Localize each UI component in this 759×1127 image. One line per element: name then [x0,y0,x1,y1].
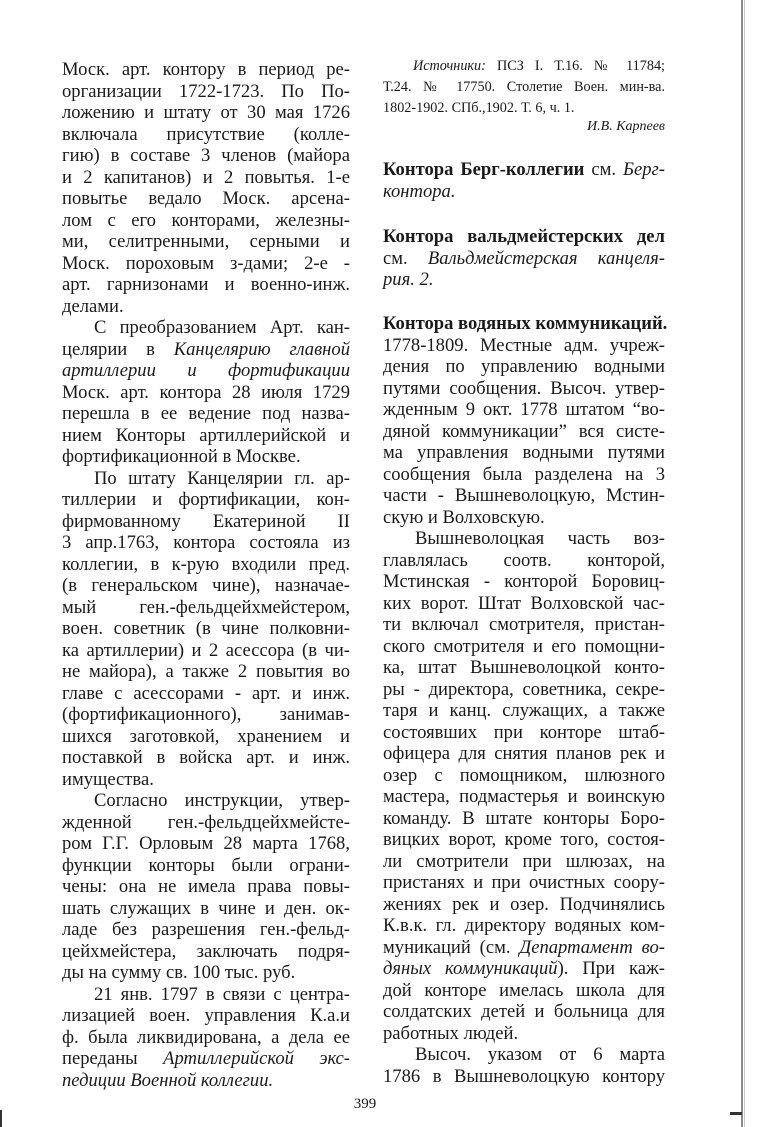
text-segment: Мстинская - конторой Боровиц- [383,571,665,592]
text-segment: ма управления водными путями [383,442,665,463]
text-line [383,657,665,679]
text-line [383,614,665,636]
entry-heading: Контора вальдмейстерских дел [383,226,665,247]
text-line [383,159,665,181]
text-segment: солдатских детей и больница для [383,1001,665,1022]
text-line [62,1027,350,1049]
text-line [62,812,350,834]
text-segment: путями сообщения. Высоч. утвер- [383,377,665,399]
text-line [62,425,350,447]
text-line [383,937,665,959]
text-segment: ПСЗ I. Т.16. № 11784; [485,58,665,74]
entry-valdmeisterskikh-del [383,226,665,291]
italic-reference: Департамент во- [519,936,665,958]
text-line [383,269,665,291]
scan-page-edge [741,0,743,1127]
text-line [383,442,665,464]
text-segment: ми, селитренными, серными и [62,231,350,252]
text-segment: ти включал смотрителя, пристан- [383,614,665,635]
text-line [383,894,665,916]
text-segment: жденной ген.-фельдцейхмейсте- [62,811,350,833]
text-line [62,597,350,619]
text-segment: Т.24. № 17750. Столетие Воен. мин-ва. [383,79,665,96]
text-line [62,188,350,210]
text-line [62,81,350,103]
text-line [383,528,665,550]
page-number: 399 [353,1096,377,1112]
text-segment: С преобразованием Арт. кан- [94,317,350,338]
text-segment: муникаций (см. [383,936,520,958]
text-line [62,403,350,425]
text-segment: мастера, подмастерья и воинскую [383,786,665,807]
left-column-text [62,59,350,1091]
text-segment: 1778-1809. Местные адм. учреж- [383,334,665,356]
text-line [383,248,665,270]
text-line [62,898,350,920]
text-segment: Вышневолоцкая часть воз- [415,528,665,549]
text-line [62,919,350,941]
text-segment: лом с его конторами, железны- [62,209,350,231]
text-line [383,636,665,658]
text-line [383,872,665,894]
text-line [62,274,350,296]
text-segment: гию) в составе 3 членов (майора [62,145,350,166]
text-segment: фортификационной в Москве. [62,446,301,467]
text-segment: см. [584,159,624,180]
text-segment: включала присутствие (колле- [62,123,350,145]
text-segment: Высоч. указом от 6 марта [415,1044,665,1065]
text-line [62,532,350,554]
text-segment: ). При каж- [557,958,665,979]
italic-reference: артиллерии и фортификации [62,360,350,381]
text-segment: повытье ведало Моск. арсена- [62,188,350,209]
entry-vodyanykh-kommunikatsiy [383,313,668,1087]
text-segment: жденным 9 окт. 1778 штатом “во- [383,399,665,420]
text-segment: сообщения была разделена на 3 [383,463,665,485]
text-segment: озер с помощником, шлюзного [383,764,665,786]
text-segment: Согласно инструкции, утвер- [94,790,350,811]
text-segment: чены: она не имела права повы- [62,876,350,897]
text-line [383,722,665,744]
text-line [383,399,665,421]
text-segment: имущества. [62,768,154,790]
text-line [62,704,350,726]
text-line [62,339,350,361]
text-segment: пристанях и при очистных соору- [383,872,665,893]
text-line [62,124,350,146]
text-segment: целярии в [62,338,174,360]
text-segment: дяной коммуникации” вся систе- [383,420,665,442]
text-segment: По штату Канцелярии гл. ар- [94,467,350,489]
italic-reference: рия. 2. [383,269,434,290]
italic-reference: дяных коммуникаций [383,958,558,979]
text-segment: шихся заготовкой, хранением и [62,725,350,747]
italic-reference: Вальдмейстерская канцеля- [427,247,665,269]
text-line [383,1001,665,1023]
text-line [383,786,665,808]
text-segment: ложению и штату от 30 мая 1726 [62,102,350,123]
text-line [62,210,350,232]
text-segment: ких ворот. Штат Волховской час- [383,592,665,614]
text-line [383,700,665,722]
text-segment: арт. гарнизонами и военно-инж. [62,274,350,295]
text-segment: вицких ворот, кроме того, состоя- [383,829,665,850]
text-line [62,296,350,318]
text-segment: (в генеральском чине), назначае- [62,575,350,596]
text-line [62,640,350,662]
italic-reference: контора. [383,180,456,202]
text-line [62,1070,350,1092]
text-segment: коллегии, в к-рую входили пред. [62,553,350,575]
text-line [383,181,665,203]
text-line [62,747,350,769]
text-segment: ка артиллерии) и 2 асессора (в чи- [62,639,350,661]
text-segment: работных людей. [383,1022,519,1044]
text-segment: Моск. арт. контора 28 июля 1729 [62,381,350,403]
text-line [62,511,350,533]
text-line [383,571,665,593]
text-segment: 21 янв. 1797 в связи с центра- [94,983,350,1005]
text-segment: тиллерии и фортификации, кон- [62,489,350,510]
text-line [62,876,350,898]
text-segment: жениях рек и озер. Подчинялись [383,893,665,915]
text-line [62,1005,350,1027]
scan-corner-mark [0,1110,2,1127]
text-segment: главлялась соотв. конторой, [383,549,665,571]
text-line [62,489,350,511]
text-line [383,378,665,400]
text-line [62,231,350,253]
text-line [383,98,665,119]
text-line [62,317,350,339]
text-segment: скую и Волховскую. [383,506,545,528]
text-line [62,102,350,124]
text-segment: перешла в ее ведение под назва- [62,403,350,424]
text-line [62,726,350,748]
text-segment: офицера для снятия планов рек и [383,743,665,764]
text-line [383,485,665,507]
scan-corner-mark [730,1112,742,1115]
text-line [383,1066,665,1088]
text-segment: ф. была ликвидирована, а дела ее [62,1026,350,1048]
text-line [383,851,665,873]
entry-heading: Контора Берг-коллегии [383,159,585,180]
text-segment: дой конторе имелась школа для [383,979,665,1001]
text-segment: ли смотрители при шлюзах, на [383,850,665,872]
text-line [383,1023,665,1045]
text-line [383,77,665,98]
text-line [62,167,350,189]
text-segment: мый ген.-фельдцейхмейстером, [62,596,350,618]
text-line [62,833,350,855]
text-segment: 3 апр.1763, контора состояла из [62,532,350,553]
text-line [383,464,665,486]
text-line [62,382,350,404]
text-line [62,145,350,167]
text-segment: 1802-1902. СПб.,1902. Т. 6, ч. 1. [383,100,575,117]
text-line [62,941,350,963]
text-line [62,554,350,576]
text-segment: шать служащих в чине и ден. ок- [62,897,350,919]
text-segment: Моск. пороховым з-дами; 2-е - [62,252,350,274]
text-line [383,980,665,1002]
text-segment: функции конторы были ограни- [62,854,350,876]
text-line [383,335,665,357]
text-segment: главе с асессорами - арт. и инж. [62,682,350,704]
text-line [383,550,665,572]
text-segment: ром Г.Г. Орловым 28 марта 1768, [62,833,350,854]
text-line [383,313,668,335]
text-line [62,855,350,877]
text-segment: поставкой в войска арт. и инж. [62,747,350,768]
text-line [62,769,350,791]
text-line [62,446,350,468]
text-segment: организации 1722-1723. По По- [62,80,350,102]
text-line [62,1048,350,1070]
text-segment: части - Вышневолоцкую, Мстин- [383,485,665,506]
text-segment: состоявших при конторе штаб- [383,721,665,743]
text-segment: таря и канц. служащих, а также [383,700,665,721]
sources-note [383,56,665,120]
text-segment: воен. советник (в чине полковни- [62,618,350,639]
text-segment: и 2 капитанов) и 2 повытья. 1-е [62,166,350,188]
entry-heading: Контора водяных коммуникаций. [383,313,668,334]
text-segment: (фортификационного), занимав- [62,704,350,725]
text-segment: ды на сумму св. 100 тыс. руб. [62,962,296,983]
text-line [62,661,350,683]
text-segment: Моск. арт. контору в период ре- [62,59,350,80]
text-line [62,468,350,490]
text-line [383,829,665,851]
italic-reference: Артиллерийской экс- [163,1048,350,1069]
text-segment: нием Конторы артиллерийской и [62,424,350,446]
text-line [383,56,665,77]
text-segment: ладе без разрешения ген.-фельд- [62,919,350,940]
text-line [62,618,350,640]
text-line [383,679,665,701]
entry-berg-kollegii [383,159,665,202]
italic-reference: Источники: [413,58,486,74]
text-line [383,593,665,615]
italic-reference: Берг- [623,159,665,180]
text-segment: ка, штат Вышневолоцкой конто- [383,657,665,678]
text-segment: ского смотрителя и его помощни- [383,635,665,657]
text-segment: см. [383,247,428,269]
text-line [383,915,665,937]
scan-page-edge-shadow [744,0,745,1127]
text-line [62,790,350,812]
text-line [383,507,665,529]
text-line [383,808,665,830]
text-segment: фирмованному Екатериной II [62,510,350,532]
text-segment: дения по управлению водными [383,356,665,377]
text-line [62,984,350,1006]
text-line [383,1044,665,1066]
text-line [383,765,665,787]
text-segment: не майора), а также 2 повытия во [62,661,350,682]
text-line [383,226,665,248]
text-segment: К.в.к. гл. директору водяных ком- [383,915,665,936]
article-author: И.В. Карпеев [587,119,665,134]
text-segment: 1786 в Вышневолоцкую контору [383,1065,665,1087]
text-segment: делами. [62,295,124,317]
text-segment: команду. В штате конторы Боро- [383,807,665,829]
text-segment: ры - директора, советника, секре- [383,678,665,700]
text-segment: цейхмейстера, заключать подря- [62,940,350,962]
text-line [62,360,350,382]
text-line [62,683,350,705]
text-line [383,356,665,378]
text-line [62,962,350,984]
text-line [383,743,665,765]
text-line [62,253,350,275]
text-line [62,59,350,81]
text-line [383,421,665,443]
text-segment: переданы [62,1048,164,1069]
italic-reference: педиции Военной коллегии. [62,1069,274,1091]
text-segment: лизацией воен. управления К.а.и [62,1005,350,1026]
italic-reference: Канцелярию главной [173,338,350,360]
text-line [62,575,350,597]
text-line [383,958,665,980]
